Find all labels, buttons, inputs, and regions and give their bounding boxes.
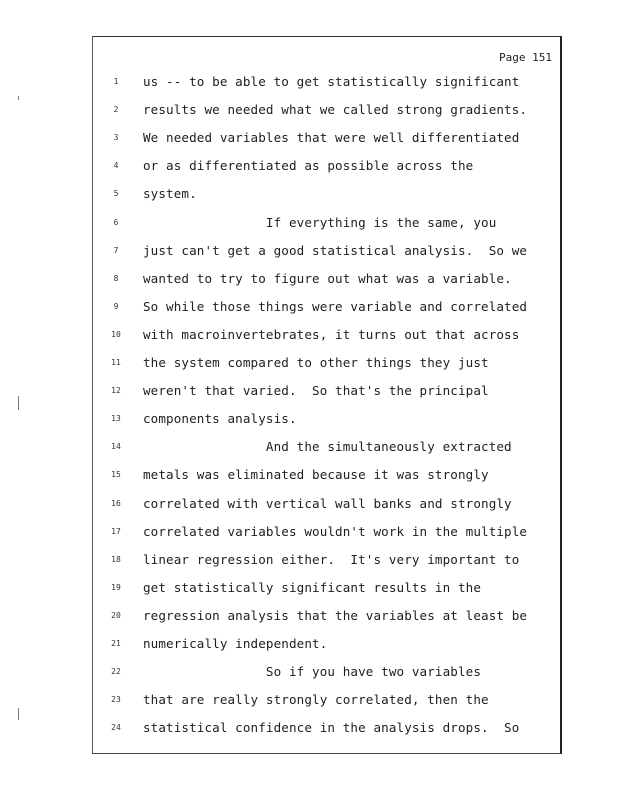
line-number: 21 bbox=[111, 639, 121, 648]
transcript-line: or as differentiated as possible across the bbox=[143, 158, 474, 174]
line-number: 24 bbox=[111, 723, 121, 733]
line-number: 6 bbox=[113, 217, 119, 227]
line-number: 20 bbox=[111, 610, 121, 620]
line-number: 23 bbox=[111, 695, 121, 705]
transcript-line: And the simultaneously extracted bbox=[143, 439, 512, 455]
left-margin-mark bbox=[18, 396, 19, 410]
transcript-line: with macroinvertebrates, it turns out that across bbox=[143, 326, 520, 342]
transcript-line: correlated with vertical wall banks and strongly bbox=[143, 495, 512, 511]
line-number: 11 bbox=[111, 358, 121, 367]
line-number: 22 bbox=[111, 667, 121, 677]
line-number: 13 bbox=[111, 414, 121, 424]
page-number: Page 151 bbox=[499, 51, 552, 64]
transcript-line: get statistically significant results in the bbox=[143, 579, 482, 595]
transcript-line: regression analysis that the variables at least be bbox=[143, 607, 528, 623]
line-number: 16 bbox=[111, 498, 121, 508]
transcript-line: results we needed what we called strong gradients. bbox=[143, 102, 528, 118]
line-number: 8 bbox=[113, 273, 119, 283]
transcript-line: metals was eliminated because it was strongly bbox=[143, 467, 489, 483]
transcript-line: If everything is the same, you bbox=[143, 214, 497, 230]
transcript-line: We needed variables that were well differentiated bbox=[143, 130, 520, 146]
line-number: 18 bbox=[111, 554, 121, 564]
line-number: 5 bbox=[113, 189, 119, 199]
left-margin-mark bbox=[18, 708, 19, 720]
line-number: 12 bbox=[111, 386, 121, 396]
transcript-line: components analysis. bbox=[143, 411, 297, 427]
line-number: 4 bbox=[113, 161, 119, 171]
line-number: 3 bbox=[113, 133, 119, 143]
line-number: 1 bbox=[113, 77, 119, 86]
line-number: 10 bbox=[111, 329, 121, 339]
transcript-line: the system compared to other things they just bbox=[143, 355, 489, 370]
line-number: 14 bbox=[111, 442, 121, 452]
transcript-line: just can't get a good statistical analysis. So we bbox=[143, 242, 528, 258]
left-margin-mark bbox=[18, 96, 19, 100]
line-number: 19 bbox=[111, 582, 121, 592]
transcript-line: numerically independent. bbox=[143, 636, 328, 651]
transcript-line: So if you have two variables bbox=[143, 664, 482, 680]
line-number: 17 bbox=[111, 526, 121, 536]
transcript-line: wanted to try to figure out what was a variable. bbox=[143, 270, 512, 286]
transcript-line: correlated variables wouldn't work in the multiple bbox=[143, 523, 528, 539]
line-number: 9 bbox=[113, 301, 119, 311]
transcript-line: linear regression either. It's very important to bbox=[143, 551, 520, 567]
transcript-line: So while those things were variable and correlated bbox=[143, 298, 528, 314]
transcript-line: us -- to be able to get statistically significant bbox=[143, 74, 520, 89]
transcript-line: statistical confidence in the analysis drops. So bbox=[143, 720, 520, 736]
transcript-line: system. bbox=[143, 186, 197, 202]
line-number: 2 bbox=[113, 105, 119, 115]
transcript-line: that are really strongly correlated, then the bbox=[143, 692, 489, 708]
line-number: 15 bbox=[111, 470, 121, 480]
transcript-line: weren't that varied. So that's the principal bbox=[143, 383, 489, 399]
line-number: 7 bbox=[113, 245, 119, 255]
